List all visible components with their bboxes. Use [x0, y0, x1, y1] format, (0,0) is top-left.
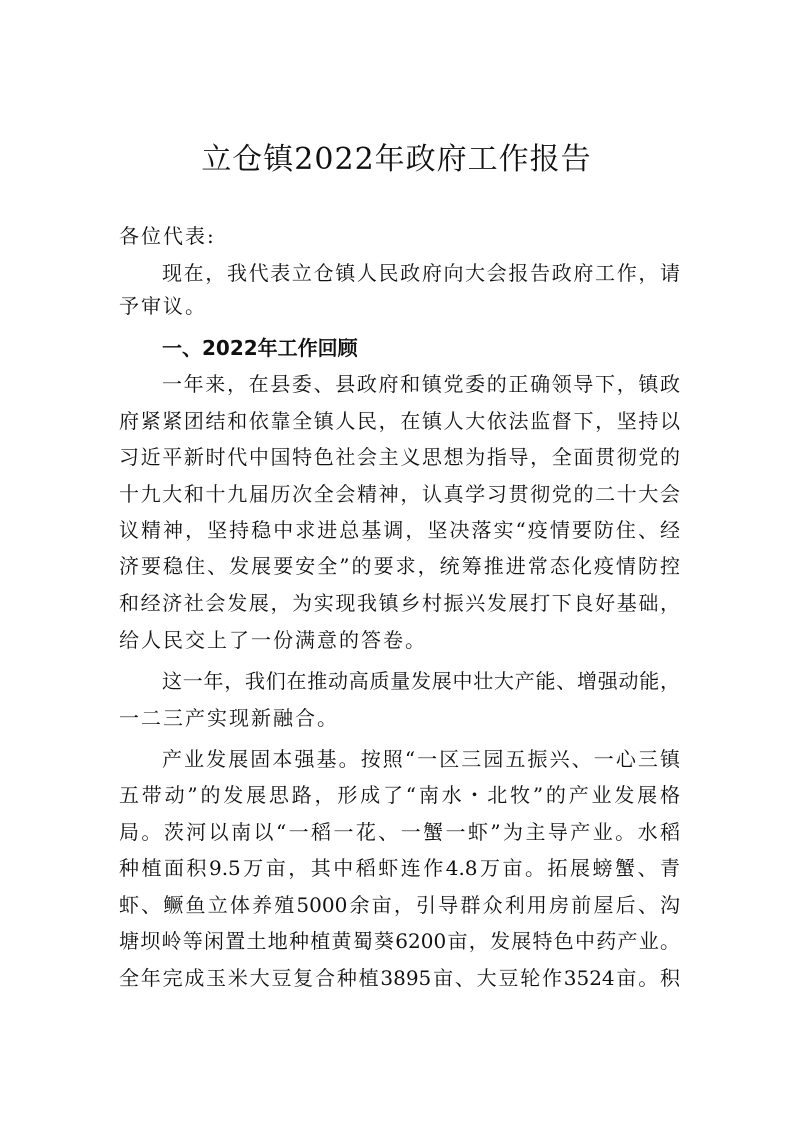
body-line: 一二三产实现新融合。	[119, 706, 339, 730]
body-line: 予审议。	[119, 294, 207, 318]
body-line: 府紧紧团结和依靠全镇人民，在镇人大依法监督下，坚持以	[119, 409, 680, 433]
body-line: 产业发展固本强基。按照“一区三园五振兴、一心三镇	[162, 747, 680, 771]
body-line: 五带动”的发展思路，形成了“南水・北牧”的产业发展格	[119, 783, 680, 807]
body-line: 全年完成玉米大豆复合种植3895亩、大豆轮作3524亩。积	[119, 966, 680, 990]
salutation: 各位代表:	[119, 224, 216, 248]
body-line: 十九大和十九届历次全会精神，认真学习贯彻党的二十大会	[119, 482, 680, 506]
body-line: 济要稳住、发展要安全”的要求，统筹推进常态化疫情防控	[119, 554, 680, 578]
body-line: 虾、鳜鱼立体养殖5000余亩，引导群众利用房前屋后、沟	[119, 893, 680, 917]
body-line: 习近平新时代中国特色社会主义思想为指导，全面贯彻党的	[119, 445, 680, 469]
body-line: 一年来，在县委、县政府和镇党委的正确领导下，镇政	[162, 372, 680, 396]
body-line: 塘坝岭等闲置土地种植黄蜀葵6200亩，发展特色中药产业。	[119, 929, 680, 953]
section-heading: 一、2022年工作回顾	[162, 336, 358, 360]
page-title: 立仓镇2022年政府工作报告	[201, 142, 592, 177]
body-line: 局。茨河以南以“一稻一花、一蟹一虾”为主导产业。水稻	[119, 820, 680, 844]
body-line: 种植面积9.5万亩，其中稻虾连作4.8万亩。拓展螃蟹、青	[119, 856, 680, 880]
body-line: 和经济社会发展，为实现我镇乡村振兴发展打下良好基础，	[119, 591, 680, 615]
body-line: 给人民交上了一份满意的答卷。	[119, 628, 427, 652]
body-line: 现在，我代表立仓镇人民政府向大会报告政府工作，请	[162, 261, 680, 285]
body-line: 这一年，我们在推动高质量发展中壮大产能、增强动能，	[162, 669, 680, 693]
body-line: 议精神，坚持稳中求进总基调，坚决落实“疫情要防住、经	[119, 518, 680, 542]
